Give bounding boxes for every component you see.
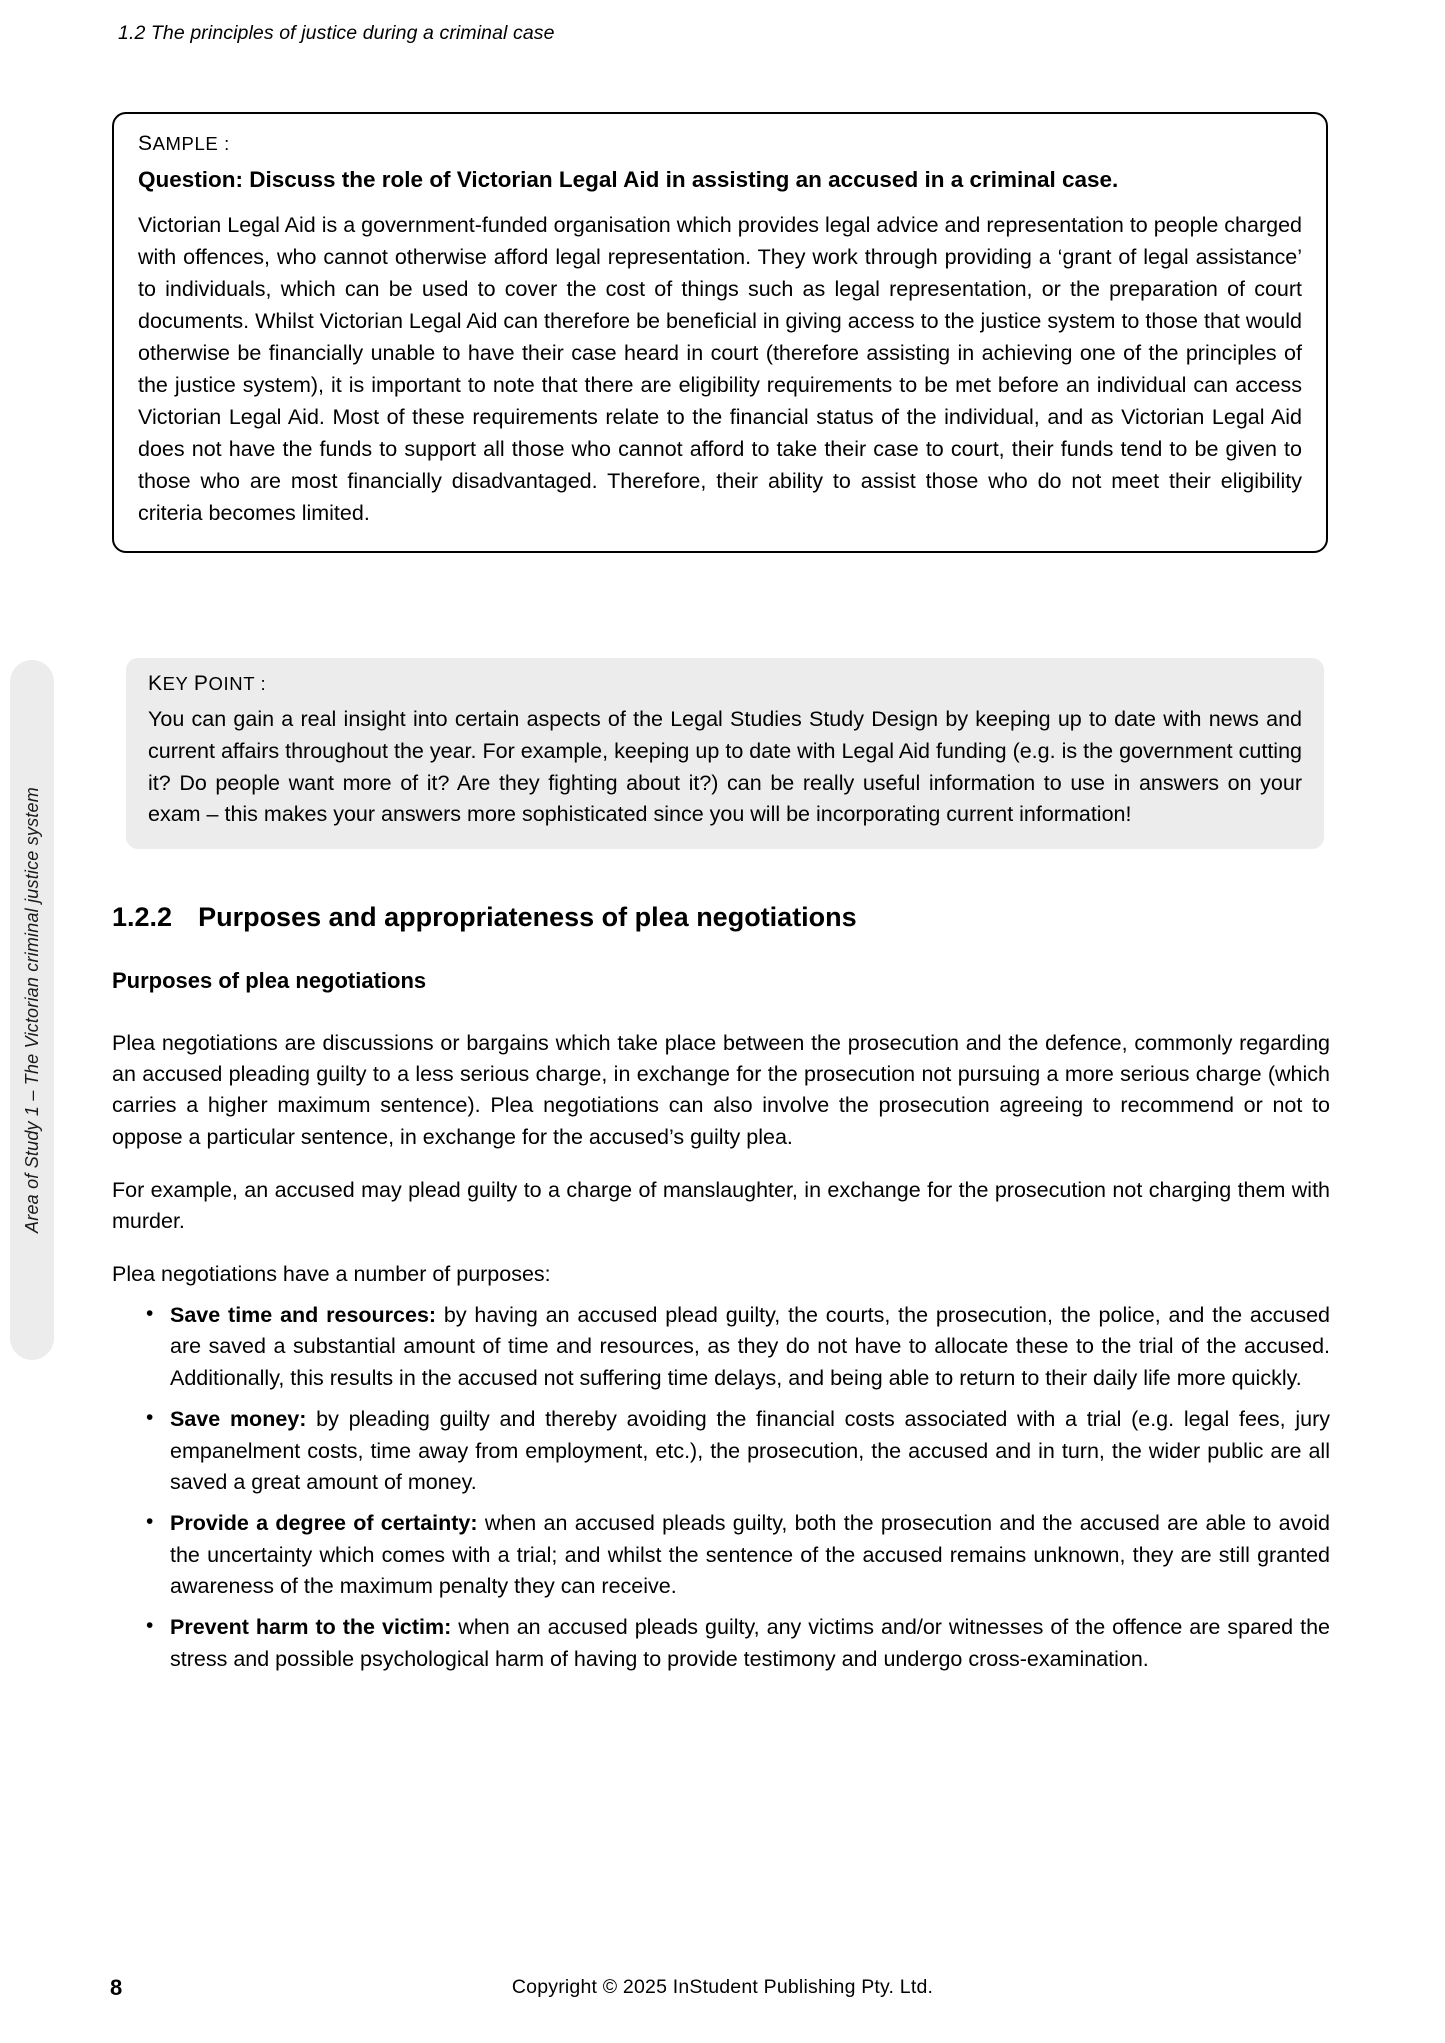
sample-box-tag: SAMPLE :	[138, 132, 230, 155]
list-item-term: Save money:	[170, 1407, 307, 1432]
page-number: 8	[110, 1975, 123, 2000]
list-item	[112, 1404, 1330, 1498]
section-heading	[112, 902, 1328, 933]
running-header: 1.2 The principles of justice during a criminal case	[118, 22, 555, 44]
section-number: 1.2.2	[112, 902, 173, 932]
list-item-text: by having an accused plead guilty, the courts, the prosecution, the police, and the accused are saved a substantial amount of time and resources, as they do not have to allocate these to the trial of the accused. Additionally, this results in the accused not suffering time delays, and being able to return to their daily life more quickly.	[170, 1303, 1330, 1390]
purposes-bullet-list	[112, 1300, 1330, 1685]
paragraph: For example, an accused may plead guilty to a charge of manslaughter, in exchange for the prosecution not charging them with murder.	[112, 1177, 1330, 1233]
side-tab-label: Area of Study 1 – The Victorian criminal justice system	[21, 787, 42, 1233]
paragraph: Plea negotiations are discussions or bargains which take place between the prosecution and the defence, commonly regarding an accused pleading guilty to a less serious charge, in exchange for the prosecution not pursuing a more serious charge (which carries a higher maximum sentence). Plea negotiations can also involve the prosecution agreeing to recommend or not to oppose a particular sentence, in exchange for the accused’s guilty plea.	[112, 1030, 1330, 1149]
paragraph: Plea negotiations have a number of purposes:	[112, 1261, 551, 1286]
list-item-term: Save time and resources:	[170, 1303, 437, 1327]
list-item-text: when an accused pleads guilty, any victims and/or witnesses of the offence are spared the stress and possible psychological harm of having to provide testimony and undergo cross-examination.	[170, 1615, 1330, 1671]
list-item-text: by pleading guilty and thereby avoiding the financial costs associated with a trial (e.g. legal fees, jury empanelment costs, time away from employment, etc.), the prosecution, the accused and in turn, the wider public are all saved a great amount of money.	[170, 1407, 1330, 1494]
side-tab	[10, 660, 54, 1360]
key-point-text: You can gain a real insight into certain aspects of the Legal Studies Study Design by keeping up to date with news and current affairs throughout the year. For example, keeping up to date with Legal Aid funding (e.g. is the government cutting it? Do people want more of it? Are they fighting about it?) can be really useful information to use in answers on your exam – this makes your answers more sophisticated since you will be incorporating current information!	[148, 707, 1302, 827]
sample-answer-text: Victorian Legal Aid is a government-funded organisation which provides legal advice and representation to people charged with offences, who cannot otherwise afford legal representation. They work through providing a ‘grant of legal assistance’ to individuals, which can be used to cover the cost of things such as legal representation, or the preparation of court documents. Whilst Victorian Legal Aid can therefore be beneficial in giving access to the justice system to those that would otherwise be financially unable to have their case heard in court (therefore assisting in achieving one of the principles of the justice system), it is important to note that there are eligibility requirements to be met before an individual can access Victorian Legal Aid. Most of these requirements relate to the financial status of the individual, and as Victorian Legal Aid does not have the funds to support all those who cannot afford to take their case to court, their funds tend to be given to those who are most financially disadvantaged. Therefore, their ability to assist those who do not meet their eligibility criteria becomes limited.	[138, 213, 1302, 526]
list-item	[112, 1300, 1330, 1394]
section-title: Purposes and appropriateness of plea negotiations	[198, 902, 857, 932]
list-item	[112, 1508, 1330, 1602]
key-point-box	[126, 658, 1324, 849]
subheading: Purposes of plea negotiations	[112, 968, 427, 993]
key-point-box-tag: KEY POINT :	[148, 672, 267, 695]
list-item-term: Prevent harm to the victim:	[170, 1615, 452, 1640]
list-item	[112, 1612, 1330, 1675]
sample-question: Question: Discuss the role of Victorian Legal Aid in assisting an accused in a criminal case.	[138, 167, 1119, 192]
sample-box	[112, 112, 1328, 553]
body-paragraphs	[112, 1006, 1330, 1312]
copyright-notice: Copyright © 2025 InStudent Publishing Pty. Ltd.	[511, 1976, 934, 1998]
list-item-text: when an accused pleads guilty, both the prosecution and the accused are able to avoid the uncertainty which comes with a trial; and whilst the sentence of the accused remains unknown, they are still granted awareness of the maximum penalty they can receive.	[170, 1511, 1330, 1598]
list-item-term: Provide a degree of certainty:	[170, 1511, 478, 1536]
